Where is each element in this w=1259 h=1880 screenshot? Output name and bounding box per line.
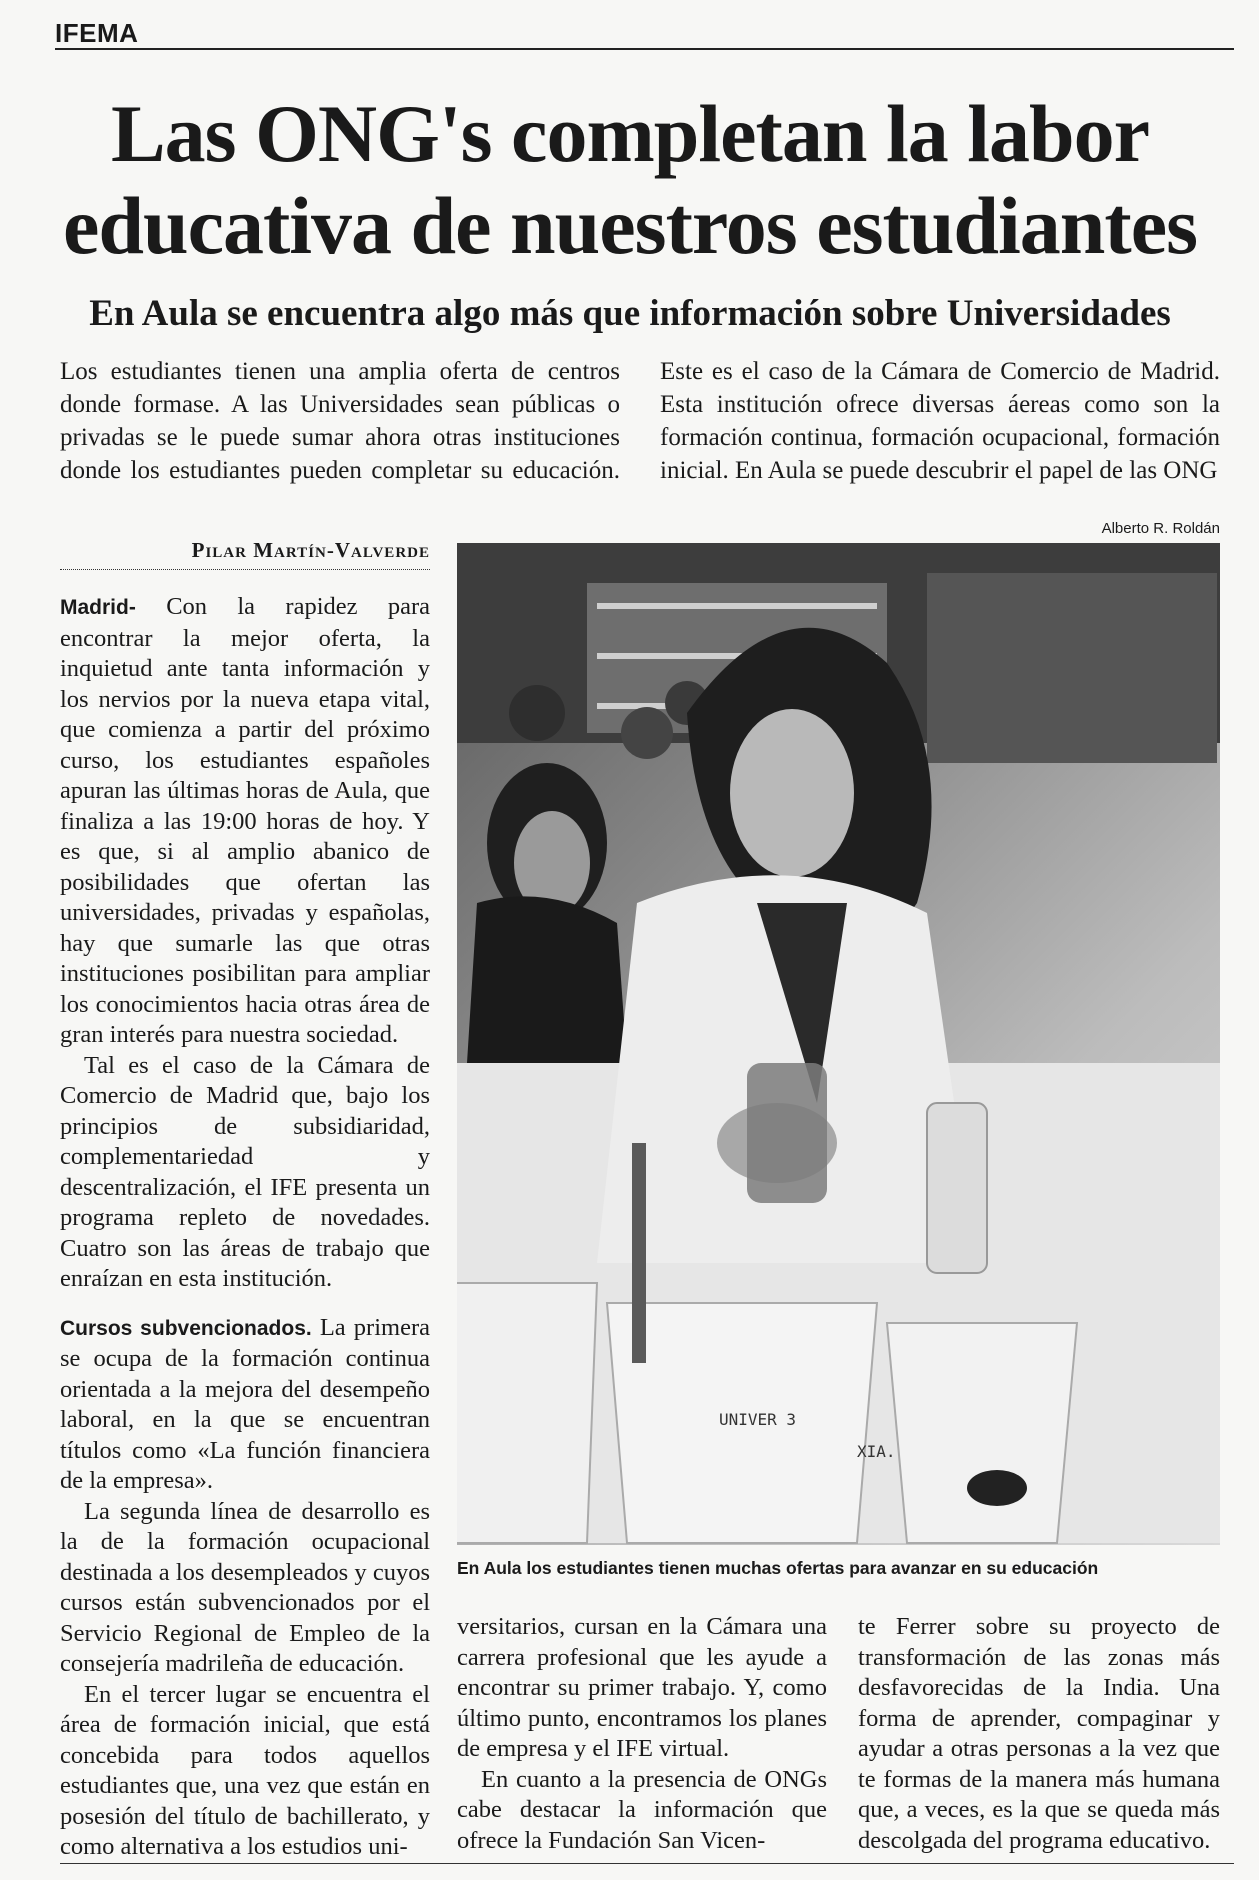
body-paragraph: te Ferrer sobre su proyecto de transformación de las zonas más desfavorecidas de la India. Una forma de aprender, compaginar y ayudar a otras personas a la vez que te formas de la manera más humana que, a veces, es la que se queda más descolgada del programa educativo. [858, 1613, 1220, 1854]
deck: En Aula se encuentra algo más que información sobre Universidades [89, 293, 1171, 334]
photo-credit: Alberto R. Roldán [1101, 520, 1220, 537]
byline: Pilar Martín-Valverde [60, 538, 430, 570]
headline: Las ONG's completan la labor educativa de nuestros estudiantes [62, 88, 1198, 271]
intro-paragraph: Los estudiantes tienen una amplia oferta de centros donde formase. A las Universidades sean públicas o privadas se le puede sumar ahora otras instituciones donde los estudiantes pueden completar su educación. Este es el caso de la Cámara de Comercio de Madrid. Esta institución ofrece diversas áereas como son la formación continua, formación ocupacional, formación inicial. En Aula se puede descubrir el papel de las ONG [60, 358, 1220, 484]
top-rule [55, 48, 1234, 50]
body-paragraph: Tal es el caso de la Cámara de Comercio de Madrid que, bajo los principios de subsidiaridad, complementariedad y descentralización, el IFE presenta un programa repleto de novedades. Cuatro son las áreas de trabajo que enraízan en esta institución. [60, 1051, 430, 1292]
section-tag: IFEMA [55, 18, 139, 48]
paragraph-text: La primera se ocupa de la formación continua orientada a la mejora del desempeño laboral, en la que se encuentran títulos como «La función financiera de la empresa». [60, 1313, 430, 1494]
body-paragraph: La segunda línea de desarrollo es la de la formación ocupacional destinada a los desempleados y cuyos cursos están subvencionados por el Servicio Regional de Empleo de la consejería madrileña de educación. [60, 1497, 430, 1677]
beaker-label: UNIVER 3 [719, 1410, 797, 1429]
body-column-1 [60, 592, 430, 1863]
beaker-label: XIA. [857, 1442, 896, 1461]
paragraph-text: Con la rapidez para encontrar la mejor oferta, la inquietud ante tanta información y los nervios por la nueva etapa vital, que comienza a partir del próximo curso, los estudiantes españoles apuran las últimas horas de Aula, que finaliza a las 19:00 horas de hoy. Y es que, si al amplio abanico de posibilidades que ofertan las universidades, privadas y españolas, hay que sumarle las que otras instituciones posibilitan para ampliar los conocimientos hacia otras área de gran interés para nuestra sociedad. [60, 593, 430, 1048]
dateline: Madrid- [60, 596, 136, 619]
body-paragraph [60, 1313, 430, 1497]
photo-caption: En Aula los estudiantes tienen muchas ofertas para avanzar en su educación [457, 1558, 1099, 1578]
news-photo [457, 543, 1220, 1545]
body-paragraph: En el tercer lugar se encuentra el área de formación inicial, que está concebida para todos aquellos estudiantes que, una vez que están en posesión del título de bachillerato, y como alternativa a los estudios uni- [60, 1680, 430, 1860]
photo-illustration [457, 543, 1220, 1545]
body-paragraph [60, 592, 430, 1051]
body-column-2 [457, 1612, 827, 1856]
body-column-3 [858, 1612, 1220, 1856]
body-paragraph: En cuanto a la presencia de ONGs cabe destacar la información que ofrece la Fundación San Vicen- [457, 1765, 827, 1854]
subhead: Cursos subvencionados. [60, 1316, 312, 1340]
bottom-rule [60, 1863, 1234, 1864]
body-paragraph: versitarios, cursan en la Cámara una carrera profesional que les ayude a encontrar su primer trabajo. Y, como último punto, encontramos los planes de empresa y el IFE virtual. [457, 1613, 827, 1762]
